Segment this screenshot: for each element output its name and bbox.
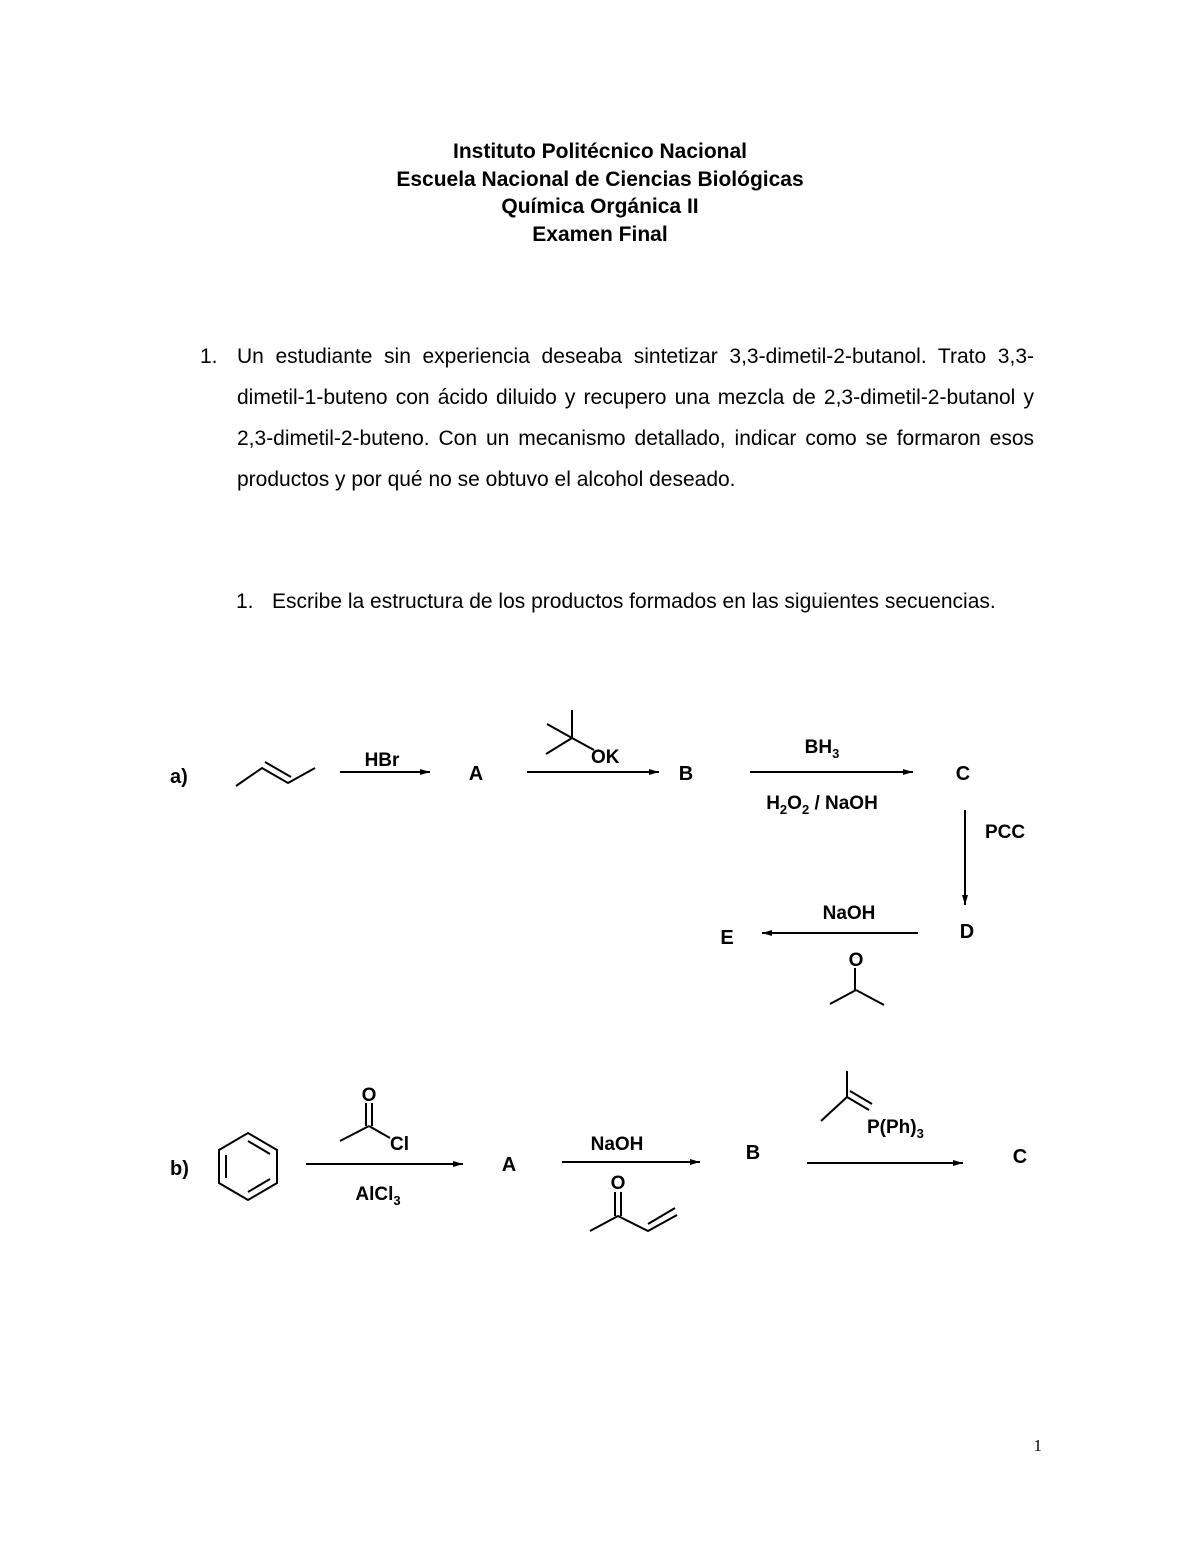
reagent-pph3: $P(Ph)_3$ [867, 1117, 924, 1141]
mvk-oxygen: O [610, 1173, 626, 1194]
but-2-ene-structure [236, 762, 315, 786]
acetone-oxygen: O [848, 950, 864, 971]
scheme-b [170, 1071, 1027, 1231]
reagent-hbr: HBr [364, 750, 400, 771]
reagent-bh3: $BH_3$ [804, 737, 840, 761]
tert-butoxide-structure [546, 710, 594, 754]
acetyl-chloride-cl: Cl [390, 1134, 409, 1155]
reagent-naoh-a: NaOH [822, 903, 876, 924]
phosphorus-ylide-structure [821, 1071, 872, 1121]
product-b-label-b: B [745, 1142, 761, 1164]
product-e-label: E [720, 927, 734, 949]
scheme-a [170, 710, 1025, 1005]
exam-title: Examen Final [532, 222, 668, 246]
course-name: Química Orgánica II [501, 195, 699, 218]
product-d-label: D [959, 921, 975, 943]
question-2-number: 1. [236, 590, 254, 613]
reagent-naoh-b: NaOH [590, 1134, 644, 1155]
scheme-a-label: a) [170, 766, 188, 788]
institution-name: Instituto Politécnico Nacional [452, 140, 748, 163]
question-1-number: 1. [200, 345, 218, 368]
reagent-alcl3: AlCl$_3$ [355, 1184, 401, 1208]
product-b-label: B [678, 763, 694, 785]
methyl-vinyl-ketone-structure [590, 1192, 677, 1231]
product-a-label-b: A [501, 1154, 517, 1176]
acetyl-chloride-oxygen: O [361, 1085, 377, 1106]
school-name: Escuela Nacional de Ciencias Biológicas [396, 167, 804, 191]
reagent-h2o2-naoh: $H_2O_2$ / NaOH [766, 793, 878, 817]
benzene-structure [219, 1133, 277, 1200]
acetone-structure [830, 968, 884, 1005]
reagent-ok: OK [591, 747, 620, 768]
question-2-text: Escribe la estructura de los productos formados en las siguientes secuencias. [272, 590, 996, 613]
product-a-label: A [468, 763, 484, 785]
reagent-pcc: PCC [985, 822, 1026, 843]
product-c-label-b: C [1012, 1146, 1028, 1168]
product-c-label: C [955, 763, 971, 785]
scheme-b-label: b) [170, 1158, 189, 1180]
acetyl-chloride-structure [340, 1103, 390, 1141]
page-number: 1 [1033, 1436, 1042, 1455]
question-1-text: Un estudiante sin experiencia deseaba sintetizar 3,3-dimetil-2-butanol. Trato 3,3-dimetil-1-buteno con ácido diluido y recupero una mezcla de 2,3-dimetil-2-butanol y 2,3-dimetil-2-buteno. Con un mecanismo detallado, indicar como se formaron esos productos y por qué no se obtuvo el alcohol deseado. [237, 345, 1034, 491]
